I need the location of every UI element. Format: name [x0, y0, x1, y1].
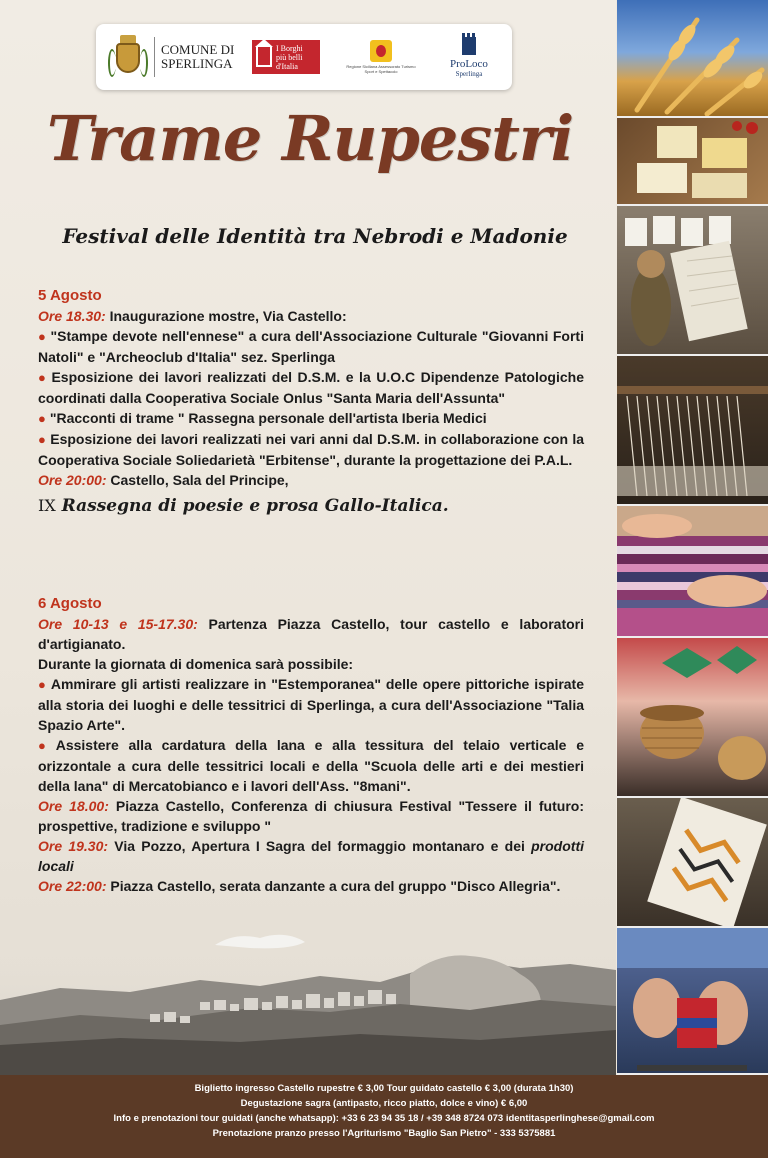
event-time: Ore 20:00: [38, 472, 107, 488]
day2-heading: 6 Agosto [38, 595, 102, 612]
festival-title: Trame Rupestri [46, 102, 574, 175]
loom-threads-photo [617, 356, 768, 506]
day1-bullet-3 [38, 408, 584, 429]
borghi-text-2: più belli [276, 52, 303, 62]
bullet-text: Ammirare gli artisti realizzare in "Estemporanea" delle opere pittoriche ispirate alla storia dei luoghi e delle tessitrici di Sperlinga, a cura dell'Associazione "Talia Spazio Arte". [38, 676, 584, 733]
borghi-text-3: d'Italia [276, 61, 298, 71]
bullet-text: "Racconti di trame " Rassegna personale dell'artista Iberia Medici [49, 410, 487, 426]
event-time: Ore 18.30: [38, 308, 106, 324]
event-time: Ore 19.30: [38, 838, 109, 854]
coat-of-arms-icon [108, 33, 148, 81]
tower-icon [462, 37, 476, 55]
comune-sperlinga-logo [96, 24, 236, 90]
footer-lunch-booking: Prenotazione pranzo presso l'Agriturismo "Baglio San Pietro" - 333 5375881 [212, 1128, 556, 1139]
footer-ticket-prices: Biglietto ingresso Castello rupestre € 3,00 Tour guidato castello € 3,00 (durata 1h30) [194, 1083, 574, 1094]
bullet-icon: ● [38, 329, 47, 344]
day1-event-1 [38, 306, 584, 326]
rassegna-text: Rassegna di poesie e prosa Gallo-Italica. [55, 496, 449, 516]
day2-program [38, 594, 584, 896]
day1-event-2 [38, 470, 584, 490]
proloco-logo [426, 24, 512, 90]
bullet-icon: ● [38, 432, 47, 447]
striped-weaving-photo [617, 506, 768, 638]
borghi-text-1: I Borghi [276, 43, 303, 53]
footer-contact-info: Info e prenotazioni tour guidati (anche whatsapp): +33 6 23 94 35 18 / +39 348 8724 073 identitasperlinghese@gmail.com [113, 1113, 655, 1124]
event-time: Ore 22:00: [38, 878, 107, 894]
event-text: Castello, Sala del Principe, [106, 472, 289, 488]
borghi-italia-logo [236, 24, 336, 90]
footer-sagra-price: Degustazione sagra (antipasto, ricco piatto, dolce e vino) € 6,00 [240, 1098, 528, 1109]
comune-label: COMUNE DI [161, 42, 235, 57]
event-text: Via Pozzo, Apertura I Sagra del formaggio montanaro e dei [108, 838, 532, 854]
day1-bullet-4 [38, 429, 584, 470]
event-text: Piazza Castello, serata danzante a cura del gruppo "Disco Allegria". [106, 878, 561, 894]
trinacria-icon [370, 40, 392, 62]
bullet-icon: ● [38, 738, 52, 753]
regione-sicilia-logo [336, 24, 426, 90]
day2-bullet-2 [38, 735, 584, 796]
day2-event-4 [38, 876, 584, 896]
bullet-icon: ● [38, 411, 46, 426]
proloco-name: ProLoco [450, 57, 488, 70]
proloco-town: Sperlinga [455, 69, 483, 78]
day2-intro: Durante la giornata di domenica sarà possibile: [38, 656, 354, 672]
baskets-rugs-photo [617, 638, 768, 798]
bullet-text: Esposizione dei lavori realizzati nei vari anni dal D.S.M. in collaborazione con la Cooperativa Sociale Soliedarietà "Erbitense", durante la progettazione dei P.A.L. [38, 431, 584, 468]
day1-heading: 5 Agosto [38, 287, 102, 304]
woven-rug-photo [617, 798, 768, 928]
festival-subtitle: Festival delle Identità tra Nebrodi e Madonie [62, 224, 568, 248]
event-text: Inaugurazione mostre, Via Castello: [105, 308, 347, 324]
event-text-italic: prodotti locali [38, 838, 584, 874]
day2-event-2 [38, 796, 584, 836]
sperlinga-landscape-image [0, 930, 616, 1075]
day1-bullet-1 [38, 326, 584, 367]
bullet-text: Assistere alla cardatura della lana e alla tessitura del telaio verticale e orizzontale a cura delle tessitrici locali e della "Scuola delle arti e dei mestieri della lana" di Mercatobianco e i lavori dell'Ass. "8mani". [38, 737, 584, 794]
day2-bullet-1 [38, 674, 584, 735]
bullet-icon: ● [38, 677, 47, 692]
rassegna-line [38, 496, 584, 516]
day1-bullet-2 [38, 367, 584, 408]
wheat-photo [617, 0, 768, 118]
house-icon [256, 47, 272, 67]
sponsor-logo-bar [96, 24, 512, 90]
event-text: Partenza Piazza Castello, tour castello e laboratori d'artigianato. [38, 616, 584, 652]
cheese-photo [617, 118, 768, 206]
bullet-text: Esposizione dei lavori realizzati del D.S.M. e la U.O.C Dipendenze Patologiche coordinati dalla Cooperativa Sociale Onlus "Santa Maria dell'Assunta" [38, 369, 584, 406]
lace-weaver-photo [617, 206, 768, 356]
comune-name: SPERLINGA [161, 56, 233, 71]
info-footer [0, 1075, 768, 1158]
event-text: Piazza Castello, Conferenza di chiusura Festival "Tessere il futuro: prospettive, tradizione e sviluppo " [38, 798, 584, 834]
day1-program [38, 286, 584, 516]
event-time: Ore 18.00: [38, 798, 109, 814]
regione-text: Regione Siciliana Assessorato Turismo Sport e Spettacolo [346, 64, 416, 74]
event-time: Ore 10-13 e 15-17.30: [38, 616, 198, 632]
rassegna-number: IX [38, 496, 56, 515]
bullet-text: "Stampe devote nell'ennese" a cura dell'Associazione Culturale "Giovanni Forti Natoli" e "Archeoclub d'Italia" sez. Sperlinga [38, 328, 584, 365]
day2-event-1 [38, 614, 584, 654]
photo-strip [617, 0, 768, 1075]
day2-event-3 [38, 836, 584, 876]
knitting-hands-photo [617, 928, 768, 1075]
bullet-icon: ● [38, 370, 48, 385]
